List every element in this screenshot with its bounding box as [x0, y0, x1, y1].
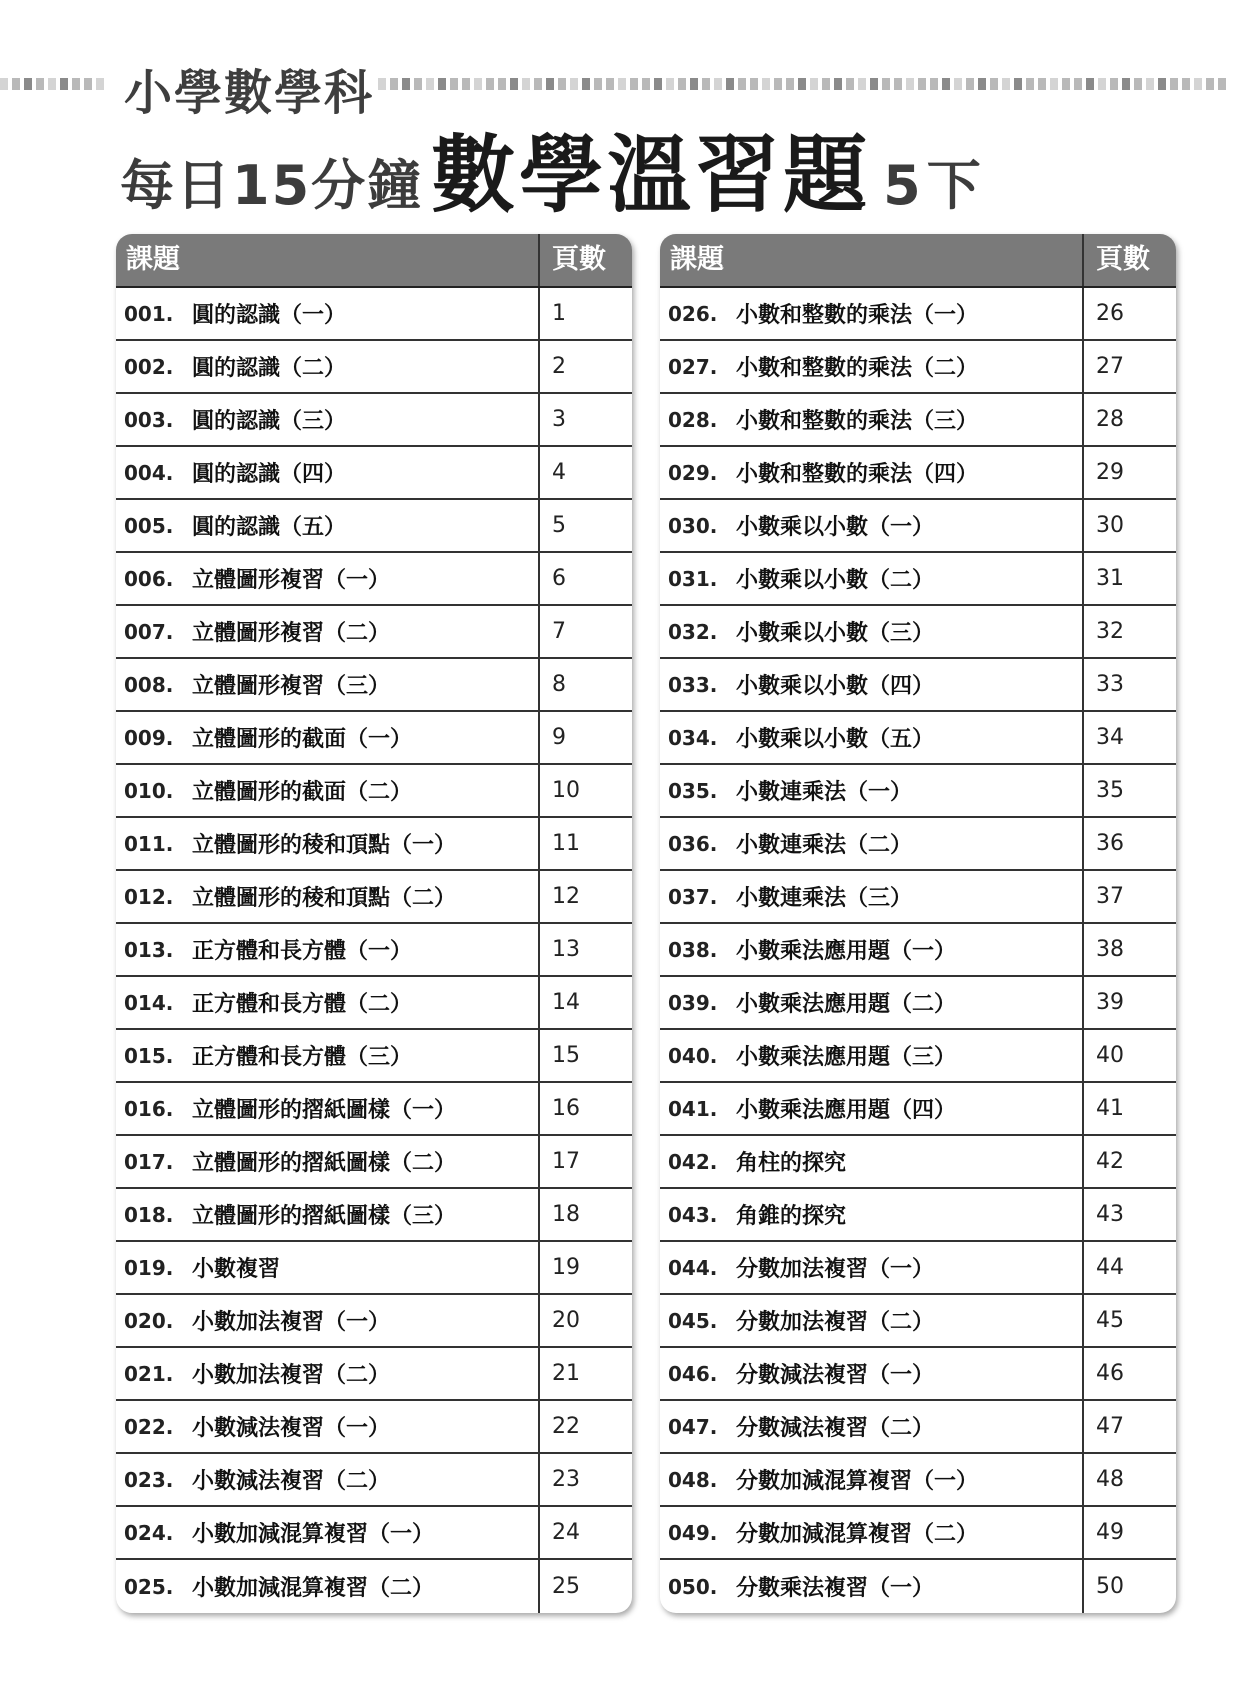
- lesson-title: 立體圖形複習（二）: [192, 606, 540, 657]
- lesson-title: 立體圖形的摺紙圖樣（二）: [192, 1136, 540, 1187]
- lesson-number: 033.: [668, 672, 718, 697]
- lesson-title: 小數加法複習（一）: [192, 1295, 540, 1346]
- table-header: [116, 234, 632, 288]
- dash-segment: [894, 78, 902, 90]
- lesson-number: 035.: [668, 778, 718, 803]
- lesson-title: 小數連乘法（二）: [736, 818, 1084, 869]
- dash-segment: [1194, 78, 1202, 90]
- dash-segment: [60, 78, 68, 90]
- table-row: [116, 447, 632, 500]
- dash-segment: [966, 78, 974, 90]
- dash-segment: [690, 78, 698, 90]
- lesson-number: 020.: [124, 1308, 174, 1333]
- dash-segment: [534, 78, 542, 90]
- lesson-number: 029.: [668, 460, 718, 485]
- dash-segment: [1038, 78, 1046, 90]
- table-row: [660, 447, 1176, 500]
- dash-segment: [786, 78, 794, 90]
- lesson-number: 034.: [668, 725, 718, 750]
- lesson-page: 18: [552, 1202, 580, 1227]
- table-row: [116, 1348, 632, 1401]
- table-row: [660, 1030, 1176, 1083]
- table-row: [116, 871, 632, 924]
- dash-segment: [1218, 78, 1226, 90]
- lesson-number: 004.: [124, 460, 174, 485]
- dash-segment: [990, 78, 998, 90]
- lesson-number: 047.: [668, 1414, 718, 1439]
- lesson-title: 立體圖形複習（一）: [192, 553, 540, 604]
- dash-segment: [1170, 78, 1178, 90]
- title-main: 數學溫習題: [431, 126, 872, 224]
- lesson-number: 046.: [668, 1361, 718, 1386]
- lesson-title: 分數加減混算複習（二）: [736, 1507, 1084, 1558]
- table-row: [660, 1242, 1176, 1295]
- lesson-title: 小數乘法應用題（二）: [736, 977, 1084, 1028]
- lesson-page: 40: [1096, 1043, 1124, 1068]
- dash-segment: [12, 78, 20, 90]
- table-row: [116, 977, 632, 1030]
- table-row: [660, 1136, 1176, 1189]
- book-subtitle: 小學數學科: [124, 65, 375, 121]
- dash-segment: [462, 78, 470, 90]
- dash-segment: [762, 78, 770, 90]
- lesson-number: 042.: [668, 1149, 718, 1174]
- lesson-page: 3: [552, 407, 566, 432]
- lesson-title: 小數複習: [192, 1242, 540, 1293]
- lesson-page: 14: [552, 990, 580, 1015]
- dash-segment: [1182, 78, 1190, 90]
- table-row: [660, 394, 1176, 447]
- table-row: [660, 1401, 1176, 1454]
- table-row: [660, 765, 1176, 818]
- lesson-number: 021.: [124, 1361, 174, 1386]
- lesson-number: 030.: [668, 513, 718, 538]
- table-body: [660, 288, 1176, 1613]
- table-row: [116, 553, 632, 606]
- dash-segment: [378, 78, 386, 90]
- lesson-page: 37: [1096, 884, 1124, 909]
- table-row: [116, 818, 632, 871]
- lesson-title: 小數和整數的乘法（二）: [736, 341, 1084, 392]
- lesson-page: 31: [1096, 566, 1124, 591]
- table-row: [116, 765, 632, 818]
- dash-segment: [582, 78, 590, 90]
- lesson-title: 小數乘以小數（五）: [736, 712, 1084, 763]
- lesson-title: 小數乘以小數（四）: [736, 659, 1084, 710]
- lesson-page: 15: [552, 1043, 580, 1068]
- dash-segment: [570, 78, 578, 90]
- lesson-number: 012.: [124, 884, 174, 909]
- dash-segment: [954, 78, 962, 90]
- dash-segment: [1134, 78, 1142, 90]
- lesson-page: 48: [1096, 1467, 1124, 1492]
- lesson-page: 39: [1096, 990, 1124, 1015]
- lesson-number: 022.: [124, 1414, 174, 1439]
- lesson-page: 8: [552, 672, 566, 697]
- table-row: [660, 977, 1176, 1030]
- table-row: [660, 1083, 1176, 1136]
- table-row: [116, 924, 632, 977]
- table-row: [116, 1189, 632, 1242]
- lesson-title: 小數連乘法（三）: [736, 871, 1084, 922]
- lesson-title: 圓的認識（三）: [192, 394, 540, 445]
- dash-segment: [498, 78, 506, 90]
- lesson-number: 024.: [124, 1520, 174, 1545]
- dash-segment: [474, 78, 482, 90]
- dash-segment: [1098, 78, 1106, 90]
- lesson-number: 032.: [668, 619, 718, 644]
- dash-segment: [48, 78, 56, 90]
- lesson-page: 7: [552, 619, 566, 644]
- lesson-number: 010.: [124, 778, 174, 803]
- lesson-title: 小數乘以小數（一）: [736, 500, 1084, 551]
- table-row: [116, 288, 632, 341]
- lesson-title: 分數加法複習（二）: [736, 1295, 1084, 1346]
- lesson-number: 014.: [124, 990, 174, 1015]
- table-row: [116, 394, 632, 447]
- lesson-title: 小數連乘法（一）: [736, 765, 1084, 816]
- lesson-number: 015.: [124, 1043, 174, 1068]
- lesson-page: 20: [552, 1308, 580, 1333]
- table-row: [116, 1136, 632, 1189]
- dash-segment: [1074, 78, 1082, 90]
- dash-segment: [798, 78, 806, 90]
- decorative-dash-left: [0, 78, 110, 90]
- table-row: [660, 1189, 1176, 1242]
- dash-segment: [486, 78, 494, 90]
- lesson-page: 11: [552, 831, 580, 856]
- lesson-page: 21: [552, 1361, 580, 1386]
- dash-segment: [822, 78, 830, 90]
- lesson-number: 003.: [124, 407, 174, 432]
- dash-segment: [606, 78, 614, 90]
- lesson-number: 009.: [124, 725, 174, 750]
- lesson-title: 立體圖形的稜和頂點（一）: [192, 818, 540, 869]
- lesson-title: 角錐的探究: [736, 1189, 1084, 1240]
- lesson-page: 35: [1096, 778, 1124, 803]
- lesson-title: 分數加法複習（一）: [736, 1242, 1084, 1293]
- table-row: [116, 659, 632, 712]
- lesson-title: 小數加法複習（二）: [192, 1348, 540, 1399]
- dash-segment: [1086, 78, 1094, 90]
- lesson-title: 圓的認識（四）: [192, 447, 540, 498]
- dash-segment: [870, 78, 878, 90]
- table-row: [660, 553, 1176, 606]
- lesson-page: 38: [1096, 937, 1124, 962]
- dash-segment: [522, 78, 530, 90]
- dash-segment: [72, 78, 80, 90]
- lesson-number: 039.: [668, 990, 718, 1015]
- lesson-page: 49: [1096, 1520, 1124, 1545]
- table-row: [116, 1401, 632, 1454]
- lesson-page: 30: [1096, 513, 1124, 538]
- title-prefix: 每日15分鐘: [120, 154, 424, 217]
- column-header-topic: 課題: [660, 234, 1084, 286]
- table-row: [116, 1242, 632, 1295]
- lesson-title: 立體圖形的截面（一）: [192, 712, 540, 763]
- dash-segment: [546, 78, 554, 90]
- lesson-number: 040.: [668, 1043, 718, 1068]
- lesson-title: 立體圖形的截面（二）: [192, 765, 540, 816]
- dash-segment: [726, 78, 734, 90]
- lesson-title: 分數加減混算複習（一）: [736, 1454, 1084, 1505]
- dash-segment: [96, 78, 104, 90]
- table-row: [660, 924, 1176, 977]
- dash-segment: [402, 78, 410, 90]
- lesson-page: 4: [552, 460, 566, 485]
- lesson-page: 10: [552, 778, 580, 803]
- lesson-title: 小數乘法應用題（一）: [736, 924, 1084, 975]
- dash-segment: [1158, 78, 1166, 90]
- lesson-number: 025.: [124, 1574, 174, 1599]
- lesson-title: 小數減法複習（二）: [192, 1454, 540, 1505]
- lesson-number: 002.: [124, 354, 174, 379]
- table-row: [116, 500, 632, 553]
- dash-segment: [450, 78, 458, 90]
- dash-segment: [426, 78, 434, 90]
- table-row: [660, 1295, 1176, 1348]
- dash-segment: [84, 78, 92, 90]
- table-row: [660, 1348, 1176, 1401]
- lesson-title: 小數乘法應用題（四）: [736, 1083, 1084, 1134]
- lesson-title: 小數減法複習（一）: [192, 1401, 540, 1452]
- table-row: [116, 1083, 632, 1136]
- dash-segment: [738, 78, 746, 90]
- lesson-number: 031.: [668, 566, 718, 591]
- lesson-number: 007.: [124, 619, 174, 644]
- lesson-number: 044.: [668, 1255, 718, 1280]
- lesson-title: 立體圖形的稜和頂點（二）: [192, 871, 540, 922]
- lesson-number: 036.: [668, 831, 718, 856]
- dash-segment: [918, 78, 926, 90]
- table-row: [660, 712, 1176, 765]
- lesson-number: 001.: [124, 301, 174, 326]
- lesson-page: 42: [1096, 1149, 1124, 1174]
- lesson-page: 16: [552, 1096, 580, 1121]
- lesson-page: 1: [552, 301, 566, 326]
- dash-segment: [642, 78, 650, 90]
- dash-segment: [906, 78, 914, 90]
- lesson-title: 立體圖形複習（三）: [192, 659, 540, 710]
- lesson-title: 小數加減混算複習（一）: [192, 1507, 540, 1558]
- dash-segment: [654, 78, 662, 90]
- lesson-number: 008.: [124, 672, 174, 697]
- lesson-number: 016.: [124, 1096, 174, 1121]
- table-row: [660, 500, 1176, 553]
- lesson-title: 正方體和長方體（一）: [192, 924, 540, 975]
- decorative-dash-right: [378, 78, 1240, 90]
- lesson-page: 45: [1096, 1308, 1124, 1333]
- dash-segment: [666, 78, 674, 90]
- table-row: [116, 1295, 632, 1348]
- lesson-title: 小數加減混算複習（二）: [192, 1560, 540, 1613]
- column-header-topic: 課題: [116, 234, 540, 286]
- table-row: [660, 606, 1176, 659]
- dash-segment: [750, 78, 758, 90]
- table-row: [660, 341, 1176, 394]
- lesson-page: 6: [552, 566, 566, 591]
- lesson-page: 46: [1096, 1361, 1124, 1386]
- dash-segment: [810, 78, 818, 90]
- dash-segment: [834, 78, 842, 90]
- lesson-page: 27: [1096, 354, 1124, 379]
- lesson-title: 正方體和長方體（二）: [192, 977, 540, 1028]
- lesson-page: 9: [552, 725, 566, 750]
- dash-segment: [594, 78, 602, 90]
- lesson-title: 角柱的探究: [736, 1136, 1084, 1187]
- dash-segment: [1110, 78, 1118, 90]
- table-body: [116, 288, 632, 1613]
- table-row: [116, 341, 632, 394]
- dash-segment: [438, 78, 446, 90]
- lesson-title: 立體圖形的摺紙圖樣（一）: [192, 1083, 540, 1134]
- dash-segment: [1050, 78, 1058, 90]
- lesson-number: 050.: [668, 1574, 718, 1599]
- lesson-title: 立體圖形的摺紙圖樣（三）: [192, 1189, 540, 1240]
- lesson-title: 小數和整數的乘法（一）: [736, 288, 1084, 339]
- dash-segment: [714, 78, 722, 90]
- lesson-page: 44: [1096, 1255, 1124, 1280]
- table-row: [660, 818, 1176, 871]
- book-title: [120, 108, 987, 224]
- lesson-page: 28: [1096, 407, 1124, 432]
- dash-segment: [510, 78, 518, 90]
- dash-segment: [0, 78, 8, 90]
- lesson-number: 043.: [668, 1202, 718, 1227]
- dash-segment: [618, 78, 626, 90]
- title-grade: 5下: [883, 154, 987, 217]
- table-row: [660, 1507, 1176, 1560]
- dash-segment: [1002, 78, 1010, 90]
- lesson-number: 037.: [668, 884, 718, 909]
- dash-segment: [978, 78, 986, 90]
- table-row: [116, 712, 632, 765]
- lesson-number: 011.: [124, 831, 174, 856]
- lesson-page: 17: [552, 1149, 580, 1174]
- table-row: [116, 606, 632, 659]
- lesson-page: 33: [1096, 672, 1124, 697]
- lesson-page: 2: [552, 354, 566, 379]
- lesson-page: 13: [552, 937, 580, 962]
- dash-segment: [846, 78, 854, 90]
- lesson-title: 小數乘法應用題（三）: [736, 1030, 1084, 1081]
- dash-segment: [36, 78, 44, 90]
- lesson-title: 圓的認識（一）: [192, 288, 540, 339]
- dash-segment: [678, 78, 686, 90]
- lesson-number: 028.: [668, 407, 718, 432]
- table-row: [660, 288, 1176, 341]
- table-row: [116, 1454, 632, 1507]
- lesson-title: 圓的認識（二）: [192, 341, 540, 392]
- dash-segment: [24, 78, 32, 90]
- table-row: [660, 1454, 1176, 1507]
- table-row: [660, 871, 1176, 924]
- table-row: [116, 1507, 632, 1560]
- lesson-page: 26: [1096, 301, 1124, 326]
- dash-segment: [1206, 78, 1214, 90]
- lesson-page: 19: [552, 1255, 580, 1280]
- column-header-page: 頁數: [552, 244, 606, 275]
- table-header: [660, 234, 1176, 288]
- lesson-title: 正方體和長方體（三）: [192, 1030, 540, 1081]
- lesson-number: 048.: [668, 1467, 718, 1492]
- table-row: [116, 1030, 632, 1083]
- dash-segment: [858, 78, 866, 90]
- lesson-title: 小數乘以小數（三）: [736, 606, 1084, 657]
- lesson-page: 5: [552, 513, 566, 538]
- lesson-number: 006.: [124, 566, 174, 591]
- lesson-page: 23: [552, 1467, 580, 1492]
- lesson-number: 017.: [124, 1149, 174, 1174]
- dash-segment: [414, 78, 422, 90]
- lesson-number: 045.: [668, 1308, 718, 1333]
- lesson-number: 013.: [124, 937, 174, 962]
- lesson-page: 24: [552, 1520, 580, 1545]
- lesson-page: 47: [1096, 1414, 1124, 1439]
- table-row: [660, 1560, 1176, 1613]
- dash-segment: [390, 78, 398, 90]
- lesson-page: 29: [1096, 460, 1124, 485]
- lesson-page: 41: [1096, 1096, 1124, 1121]
- lesson-title: 小數和整數的乘法（四）: [736, 447, 1084, 498]
- lesson-number: 018.: [124, 1202, 174, 1227]
- dash-segment: [882, 78, 890, 90]
- dash-segment: [942, 78, 950, 90]
- lesson-page: 12: [552, 884, 580, 909]
- lesson-page: 22: [552, 1414, 580, 1439]
- lesson-page: 43: [1096, 1202, 1124, 1227]
- lesson-page: 34: [1096, 725, 1124, 750]
- lesson-number: 019.: [124, 1255, 174, 1280]
- dash-segment: [630, 78, 638, 90]
- lesson-number: 005.: [124, 513, 174, 538]
- lesson-title: 分數乘法複習（一）: [736, 1560, 1084, 1613]
- lesson-number: 038.: [668, 937, 718, 962]
- lesson-title: 圓的認識（五）: [192, 500, 540, 551]
- dash-segment: [558, 78, 566, 90]
- table-row: [660, 659, 1176, 712]
- toc-table-left: [116, 234, 632, 1613]
- lesson-title: 分數減法複習（二）: [736, 1401, 1084, 1452]
- lesson-title: 分數減法複習（一）: [736, 1348, 1084, 1399]
- lesson-title: 小數和整數的乘法（三）: [736, 394, 1084, 445]
- dash-segment: [1062, 78, 1070, 90]
- lesson-title: 小數乘以小數（二）: [736, 553, 1084, 604]
- dash-segment: [1026, 78, 1034, 90]
- dash-segment: [774, 78, 782, 90]
- lesson-page: 50: [1096, 1574, 1124, 1599]
- toc-table-right: [660, 234, 1176, 1613]
- lesson-page: 25: [552, 1574, 580, 1599]
- lesson-number: 041.: [668, 1096, 718, 1121]
- column-header-page: 頁數: [1096, 244, 1150, 275]
- lesson-number: 023.: [124, 1467, 174, 1492]
- dash-segment: [930, 78, 938, 90]
- lesson-number: 027.: [668, 354, 718, 379]
- table-row: [116, 1560, 632, 1613]
- lesson-number: 049.: [668, 1520, 718, 1545]
- dash-segment: [702, 78, 710, 90]
- dash-segment: [1122, 78, 1130, 90]
- lesson-page: 32: [1096, 619, 1124, 644]
- dash-segment: [1146, 78, 1154, 90]
- lesson-number: 026.: [668, 301, 718, 326]
- lesson-page: 36: [1096, 831, 1124, 856]
- dash-segment: [1014, 78, 1022, 90]
